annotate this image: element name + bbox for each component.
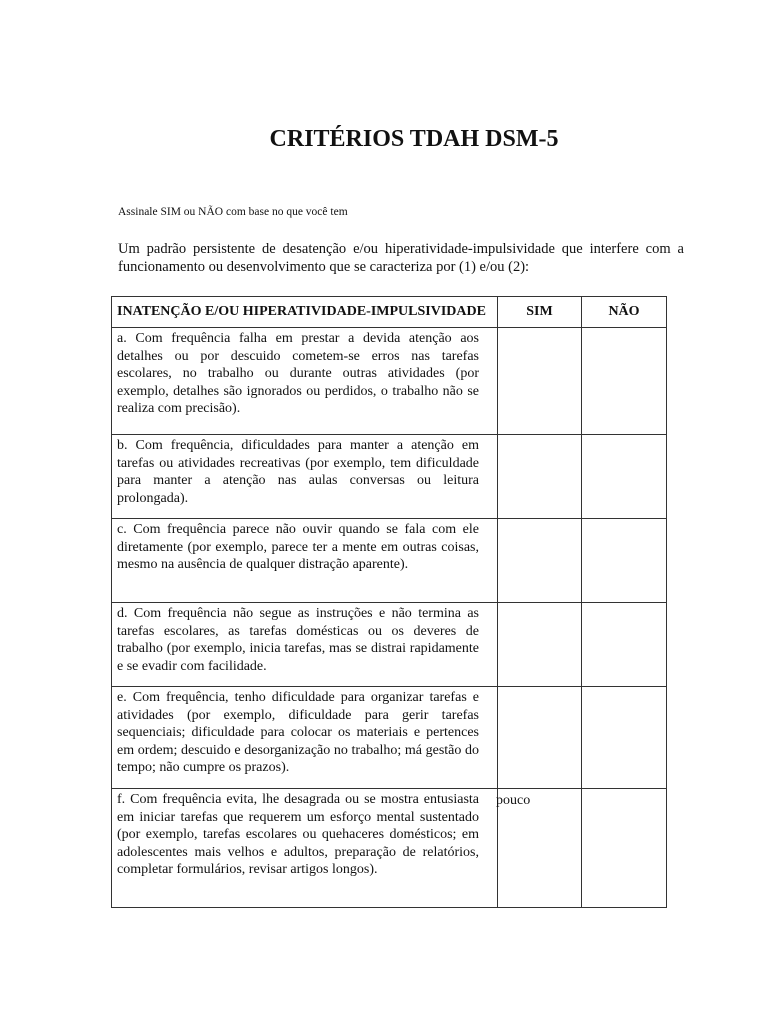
criterion-d-text: d. Com frequência não segue as instruções e não termina as tarefas escolares, as tarefas domésticas ou os deveres de trabalho (por exemplo, inicia tarefas, mas se distrai rapidamente e se evadir com facilidade. xyxy=(112,603,498,687)
criterion-f-sim-cell[interactable] xyxy=(498,789,582,908)
criterion-a-nao-cell[interactable] xyxy=(582,328,667,435)
table-row xyxy=(112,687,667,789)
table-row xyxy=(112,435,667,519)
criterion-a-text: a. Com frequência falha em prestar a devida atenção aos detalhes ou por descuido cometem-se erros nas tarefas escolares, no trabalho ou durante outras atividades (por exemplo, detalhes são ignorados ou perdidos, o trabalho não se realiza com precisão). xyxy=(112,328,498,435)
criterion-d-nao-cell[interactable] xyxy=(582,603,667,687)
criterion-e-sim-cell[interactable] xyxy=(498,687,582,789)
criterion-c-text: c. Com frequência parece não ouvir quando se fala com ele diretamente (por exemplo, parece ter a mente em outras coisas, mesmo na ausência de qualquer distração aparente). xyxy=(112,519,498,603)
criteria-table xyxy=(111,296,667,908)
instruction-text: Assinale SIM ou NÃO com base no que você tem xyxy=(118,206,348,218)
page-title: CRITÉRIOS TDAH DSM-5 xyxy=(269,126,559,152)
criterion-b-sim-cell[interactable] xyxy=(498,435,582,519)
criterion-b-text: b. Com frequência, dificuldades para manter a atenção em tarefas ou atividades recreativas (por exemplo, tem dificuldade para manter a atenção nas aulas conversas ou leitura prolongada). xyxy=(112,435,498,519)
criterion-c-sim-cell[interactable] xyxy=(498,519,582,603)
criterion-b-nao-cell[interactable] xyxy=(582,435,667,519)
intro-paragraph: Um padrão persistente de desatenção e/ou hiperatividade-impulsividade que interfere com a funcionamento ou desenvolvimento que se caracteriza por (1) e/ou (2): xyxy=(118,241,684,275)
criterion-e-text: e. Com frequência, tenho dificuldade para organizar tarefas e atividades (por exemplo, dificuldade para gerir tarefas sequenciais; dificuldade para colocar os materiais e pertences em ordem; descuido e desorganização no trabalho; má gestão do tempo; não cumpre os prazos). xyxy=(112,687,498,789)
criterion-d-sim-cell[interactable] xyxy=(498,603,582,687)
table-row xyxy=(112,328,667,435)
table-row xyxy=(112,519,667,603)
criterion-c-nao-cell[interactable] xyxy=(582,519,667,603)
header-nao: NÃO xyxy=(582,297,667,328)
criterion-a-sim-cell[interactable] xyxy=(498,328,582,435)
criterion-f-text: f. Com frequência evita, lhe desagrada ou se mostra entusiasta em iniciar tarefas que requerem um esforço mental sustentado (por exemplo, tarefas escolares ou quehaceres domésticos; em adolescentes mais velhos e adultos, preparação de relatórios, completar formulários, revisar artigos longos). xyxy=(112,789,498,908)
criterion-f-nao-cell[interactable] xyxy=(582,789,667,908)
table-row xyxy=(112,603,667,687)
overflow-word: pouco xyxy=(496,793,531,808)
table-row xyxy=(112,789,667,908)
table-header-row xyxy=(112,297,667,328)
header-sim: SIM xyxy=(498,297,582,328)
criterion-e-nao-cell[interactable] xyxy=(582,687,667,789)
header-criteria: INATENÇÃO E/OU HIPERATIVIDADE-IMPULSIVIDADE xyxy=(112,297,498,328)
